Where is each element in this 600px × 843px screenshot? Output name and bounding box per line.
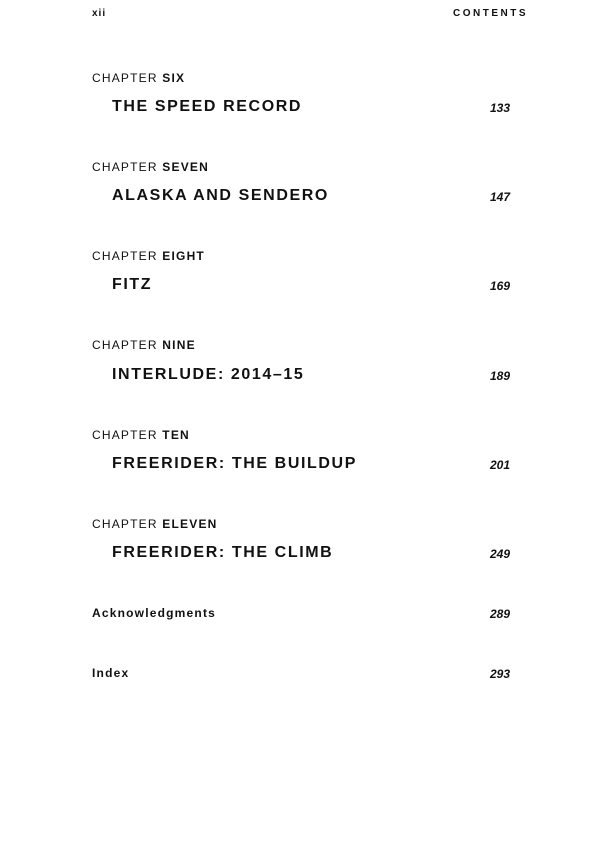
back-matter-title: Acknowledgments: [92, 606, 217, 620]
chapter-title: FITZ: [112, 276, 153, 293]
chapter-number: SIX: [162, 71, 186, 85]
chapter-number: TEN: [162, 428, 190, 442]
chapter-title: FREERIDER: THE BUILDUP: [112, 455, 357, 472]
running-head: [92, 8, 528, 22]
chapter-number: NINE: [162, 338, 196, 352]
page-folio: xii: [92, 8, 107, 19]
chapter-number: ELEVEN: [162, 517, 218, 531]
chapter-label: CHAPTER SEVEN: [92, 160, 209, 174]
chapter-title: ALASKA AND SENDERO: [112, 187, 329, 204]
back-matter-title: Index: [92, 666, 130, 680]
page-number: 249: [489, 547, 510, 561]
chapter-label: CHAPTER ELEVEN: [92, 517, 218, 531]
chapter-title: THE SPEED RECORD: [112, 98, 303, 115]
page-number: 147: [489, 190, 510, 204]
chapter-number: SEVEN: [162, 160, 209, 174]
page-number: 133: [489, 101, 510, 115]
chapter-number: EIGHT: [162, 249, 205, 263]
page-number: 289: [489, 607, 510, 621]
page-number: 169: [489, 279, 510, 293]
page-number: 189: [489, 369, 510, 383]
running-head-title: CONTENTS: [453, 8, 528, 19]
chapter-label: CHAPTER EIGHT: [92, 249, 205, 263]
page-number: 293: [489, 667, 510, 681]
chapter-label: CHAPTER NINE: [92, 338, 196, 352]
chapter-label: CHAPTER SIX: [92, 71, 186, 85]
chapter-title: INTERLUDE: 2014–15: [112, 366, 305, 383]
chapter-label: CHAPTER TEN: [92, 428, 190, 442]
page-number: 201: [489, 458, 510, 472]
chapter-title: FREERIDER: THE CLIMB: [112, 544, 334, 561]
